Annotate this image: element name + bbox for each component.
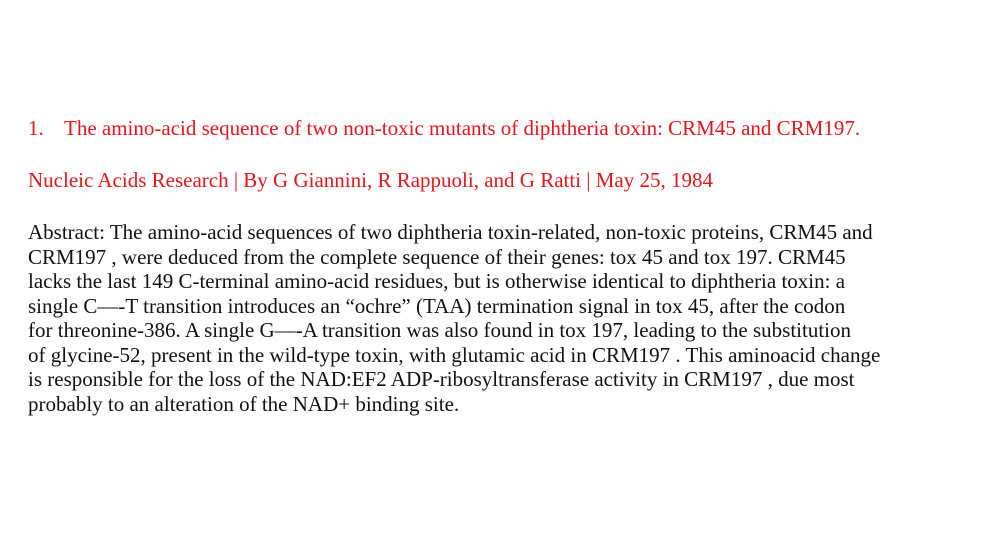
article-abstract xyxy=(28,220,968,416)
abstract-line: is responsible for the loss of the NAD:EF2 ADP-ribosyltransferase activity in CRM197 , due most xyxy=(28,367,855,391)
abstract-line: of glycine-52, present in the wild-type toxin, with glutamic acid in CRM197 . This aminoacid change xyxy=(28,342,881,367)
abstract-line: probably to an alteration of the NAD+ binding site. xyxy=(28,391,460,416)
abstract-line: CRM197 , were deduced from the complete sequence of their genes: tox 45 and tox 197. CRM45 xyxy=(28,244,846,269)
article-number: 1. xyxy=(28,116,44,140)
abstract-line: Abstract: The amino-acid sequences of two diphtheria toxin-related, non-toxic proteins, CRM45 and xyxy=(28,220,873,244)
abstract-line: for threonine-386. A single G—-A transition was also found in tox 197, leading to the substitution xyxy=(28,318,851,342)
abstract-line: lacks the last 149 C-terminal amino-acid residues, but is otherwise identical to diphtheria toxin: a xyxy=(28,269,846,293)
article-title[interactable]: The amino-acid sequence of two non-toxic mutants of diphtheria toxin: CRM45 and CRM197. xyxy=(64,116,861,140)
abstract-line: single C—-T transition introduces an “ochre” (TAA) termination signal in tox 45, after the codon xyxy=(28,293,846,318)
article-title-line xyxy=(28,114,968,142)
article-meta: Nucleic Acids Research | By G Giannini, R Rappuoli, and G Ratti | May 25, 1984 xyxy=(28,168,713,192)
